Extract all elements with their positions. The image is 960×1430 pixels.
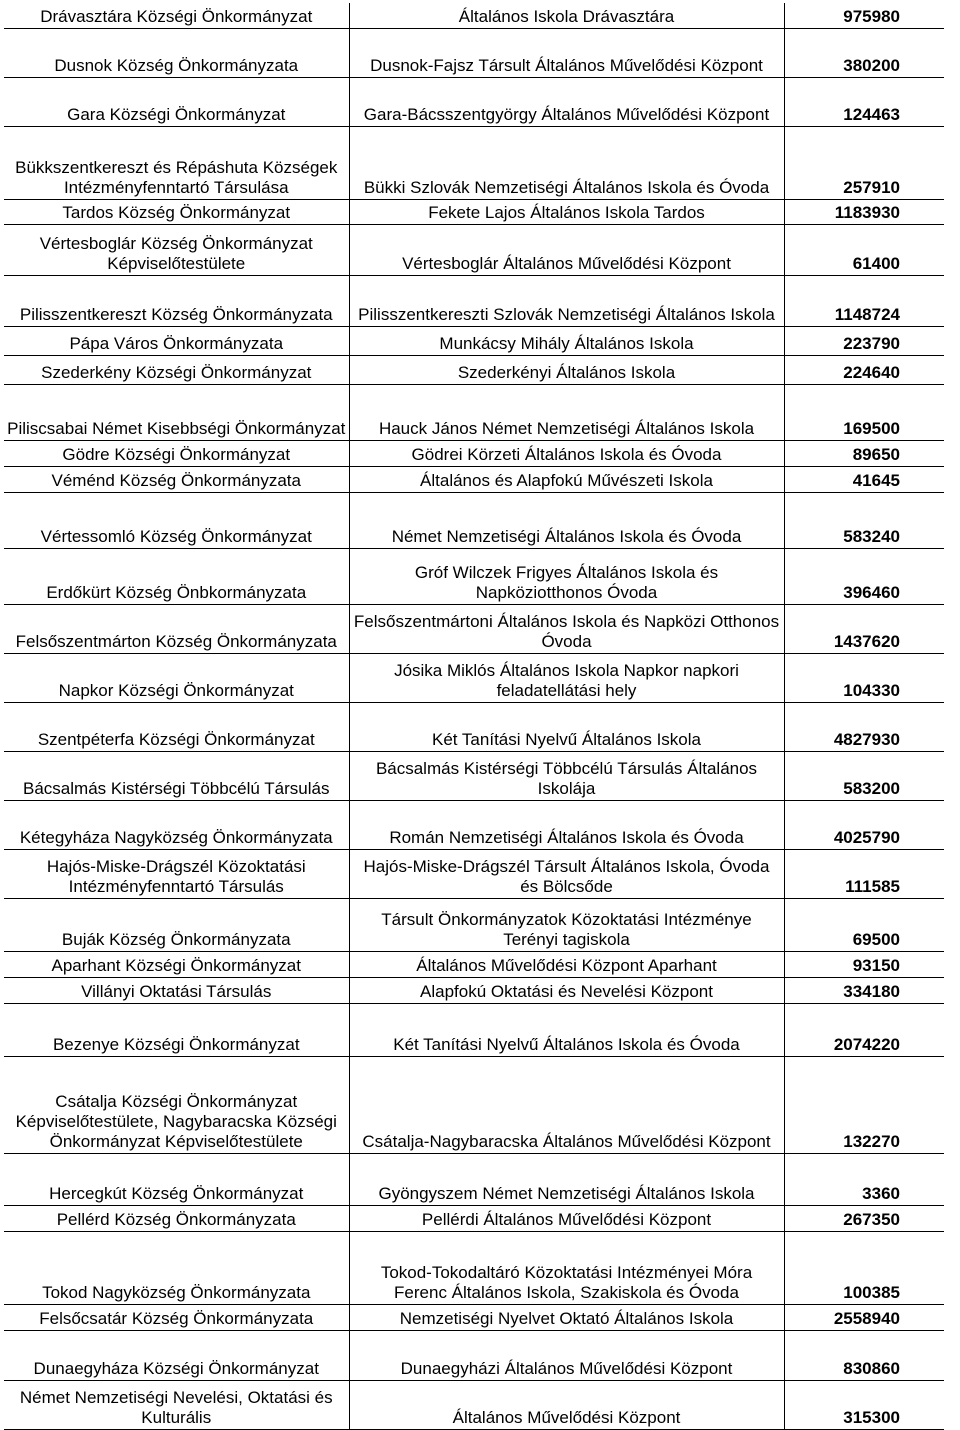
institution-cell: Hajós-Miske-Drágszél Társult Általános Iskola, Óvoda és Bölcsőde: [349, 849, 784, 898]
amount-cell: 93150: [784, 951, 944, 977]
institution-cell: Két Tanítási Nyelvű Általános Iskola: [349, 702, 784, 751]
grant-table-body: [4, 3, 944, 1429]
table-row: [4, 702, 944, 751]
institution-cell: Gróf Wilczek Frigyes Általános Iskola és Napköziotthonos Óvoda: [349, 548, 784, 604]
institution-cell: Bácsalmás Kistérségi Többcélú Társulás Általános Iskolája: [349, 751, 784, 800]
organization-cell: Erdőkürt Község Önbkormányzata: [4, 548, 349, 604]
organization-cell: Hajós-Miske-Drágszél Közoktatási Intézményfenntartó Társulás: [4, 849, 349, 898]
institution-cell: Gara-Bácsszentgyörgy Általános Művelődési Központ: [349, 77, 784, 126]
table-row: [4, 126, 944, 199]
table-row: [4, 1056, 944, 1153]
amount-cell: 2074220: [784, 1003, 944, 1056]
table-row: [4, 977, 944, 1003]
amount-cell: 583200: [784, 751, 944, 800]
amount-cell: 100385: [784, 1231, 944, 1304]
institution-cell: Dusnok-Fajsz Társult Általános Művelődési Központ: [349, 28, 784, 77]
table-row: [4, 849, 944, 898]
institution-cell: Pellérdi Általános Művelődési Központ: [349, 1205, 784, 1231]
grant-table: [4, 3, 944, 1430]
organization-cell: Szederkény Községi Önkormányzat: [4, 355, 349, 384]
amount-cell: 1148724: [784, 275, 944, 326]
institution-cell: Általános és Alapfokú Művészeti Iskola: [349, 466, 784, 492]
institution-cell: Vértesboglár Általános Művelődési Központ: [349, 224, 784, 275]
amount-cell: 111585: [784, 849, 944, 898]
table-row: [4, 224, 944, 275]
organization-cell: Kétegyháza Nagyközség Önkormányzata: [4, 800, 349, 849]
table-row: [4, 898, 944, 951]
organization-cell: Aparhant Községi Önkormányzat: [4, 951, 349, 977]
organization-cell: Tardos Község Önkormányzat: [4, 199, 349, 224]
institution-cell: Német Nemzetiségi Általános Iskola és Óvoda: [349, 492, 784, 548]
institution-cell: Munkácsy Mihály Általános Iskola: [349, 326, 784, 355]
table-row: [4, 951, 944, 977]
organization-cell: Bükkszentkereszt és Répáshuta Községek Intézményfenntartó Társulása: [4, 126, 349, 199]
organization-cell: Villányi Oktatási Társulás: [4, 977, 349, 1003]
institution-cell: Nemzetiségi Nyelvet Oktató Általános Iskola: [349, 1304, 784, 1330]
organization-cell: Csátalja Községi Önkormányzat Képviselőtestülete, Nagybaracska Községi Önkormányzat Képviselőtestülete: [4, 1056, 349, 1153]
table-row: [4, 355, 944, 384]
organization-cell: Felsőcsatár Község Önkormányzata: [4, 1304, 349, 1330]
amount-cell: 124463: [784, 77, 944, 126]
institution-cell: Jósika Miklós Általános Iskola Napkor napkori feladatellátási hely: [349, 653, 784, 702]
table-row: [4, 1153, 944, 1205]
table-row: [4, 492, 944, 548]
organization-cell: Gödre Községi Önkormányzat: [4, 440, 349, 466]
table-row: [4, 751, 944, 800]
institution-cell: Fekete Lajos Általános Iskola Tardos: [349, 199, 784, 224]
amount-cell: 224640: [784, 355, 944, 384]
institution-cell: Általános Iskola Drávasztára: [349, 3, 784, 28]
institution-cell: Szederkényi Általános Iskola: [349, 355, 784, 384]
amount-cell: 3360: [784, 1153, 944, 1205]
table-row: [4, 1231, 944, 1304]
amount-cell: 830860: [784, 1330, 944, 1380]
table-row: [4, 1205, 944, 1231]
institution-cell: Román Nemzetiségi Általános Iskola és Óvoda: [349, 800, 784, 849]
institution-cell: Bükki Szlovák Nemzetiségi Általános Iskola és Óvoda: [349, 126, 784, 199]
organization-cell: Pápa Város Önkormányzata: [4, 326, 349, 355]
institution-cell: Csátalja-Nagybaracska Általános Művelődési Központ: [349, 1056, 784, 1153]
institution-cell: Dunaegyházi Általános Művelődési Központ: [349, 1330, 784, 1380]
institution-cell: Társult Önkormányzatok Közoktatási Intézménye Terényi tagiskola: [349, 898, 784, 951]
organization-cell: Szentpéterfa Községi Önkormányzat: [4, 702, 349, 751]
amount-cell: 1183930: [784, 199, 944, 224]
organization-cell: Drávasztára Községi Önkormányzat: [4, 3, 349, 28]
table-row: [4, 326, 944, 355]
institution-cell: Általános Művelődési Központ: [349, 1380, 784, 1429]
organization-cell: Bácsalmás Kistérségi Többcélú Társulás: [4, 751, 349, 800]
organization-cell: Véménd Község Önkormányzata: [4, 466, 349, 492]
institution-cell: Két Tanítási Nyelvű Általános Iskola és Óvoda: [349, 1003, 784, 1056]
table-row: [4, 77, 944, 126]
organization-cell: Napkor Községi Önkormányzat: [4, 653, 349, 702]
table-row: [4, 1330, 944, 1380]
organization-cell: Buják Község Önkormányzata: [4, 898, 349, 951]
organization-cell: Bezenye Községi Önkormányzat: [4, 1003, 349, 1056]
table-row: [4, 28, 944, 77]
amount-cell: 169500: [784, 384, 944, 440]
organization-cell: Felsőszentmárton Község Önkormányzata: [4, 604, 349, 653]
table-row: [4, 440, 944, 466]
amount-cell: 2558940: [784, 1304, 944, 1330]
amount-cell: 975980: [784, 3, 944, 28]
institution-cell: Alapfokú Oktatási és Nevelési Központ: [349, 977, 784, 1003]
table-row: [4, 199, 944, 224]
institution-cell: Pilisszentkereszti Szlovák Nemzetiségi Általános Iskola: [349, 275, 784, 326]
amount-cell: 1437620: [784, 604, 944, 653]
organization-cell: Német Nemzetiségi Nevelési, Oktatási és Kulturális: [4, 1380, 349, 1429]
organization-cell: Hercegkút Község Önkormányzat: [4, 1153, 349, 1205]
organization-cell: Pellérd Község Önkormányzata: [4, 1205, 349, 1231]
organization-cell: Piliscsabai Német Kisebbségi Önkormányzat: [4, 384, 349, 440]
table-row: [4, 653, 944, 702]
table-row: [4, 466, 944, 492]
amount-cell: 4025790: [784, 800, 944, 849]
table-row: [4, 384, 944, 440]
institution-cell: Általános Művelődési Központ Aparhant: [349, 951, 784, 977]
amount-cell: 315300: [784, 1380, 944, 1429]
table-row: [4, 800, 944, 849]
organization-cell: Dunaegyháza Községi Önkormányzat: [4, 1330, 349, 1380]
amount-cell: 223790: [784, 326, 944, 355]
institution-cell: Gyöngyszem Német Nemzetiségi Általános Iskola: [349, 1153, 784, 1205]
amount-cell: 69500: [784, 898, 944, 951]
organization-cell: Pilisszentkereszt Község Önkormányzata: [4, 275, 349, 326]
amount-cell: 583240: [784, 492, 944, 548]
institution-cell: Hauck János Német Nemzetiségi Általános Iskola: [349, 384, 784, 440]
amount-cell: 61400: [784, 224, 944, 275]
amount-cell: 267350: [784, 1205, 944, 1231]
organization-cell: Dusnok Község Önkormányzata: [4, 28, 349, 77]
amount-cell: 4827930: [784, 702, 944, 751]
institution-cell: Gödrei Körzeti Általános Iskola és Óvoda: [349, 440, 784, 466]
table-row: [4, 1003, 944, 1056]
table-row: [4, 1304, 944, 1330]
institution-cell: Tokod-Tokodaltáró Közoktatási Intézményei Móra Ferenc Általános Iskola, Szakiskola és Óvoda: [349, 1231, 784, 1304]
organization-cell: Vértessomló Község Önkormányzat: [4, 492, 349, 548]
amount-cell: 396460: [784, 548, 944, 604]
amount-cell: 89650: [784, 440, 944, 466]
table-row: [4, 548, 944, 604]
table-row: [4, 275, 944, 326]
institution-cell: Felsőszentmártoni Általános Iskola és Napközi Otthonos Óvoda: [349, 604, 784, 653]
organization-cell: Gara Községi Önkormányzat: [4, 77, 349, 126]
amount-cell: 380200: [784, 28, 944, 77]
amount-cell: 132270: [784, 1056, 944, 1153]
amount-cell: 104330: [784, 653, 944, 702]
amount-cell: 41645: [784, 466, 944, 492]
organization-cell: Vértesboglár Község Önkormányzat Képviselőtestülete: [4, 224, 349, 275]
table-row: [4, 604, 944, 653]
amount-cell: 257910: [784, 126, 944, 199]
table-row: [4, 3, 944, 28]
organization-cell: Tokod Nagyközség Önkormányzata: [4, 1231, 349, 1304]
amount-cell: 334180: [784, 977, 944, 1003]
